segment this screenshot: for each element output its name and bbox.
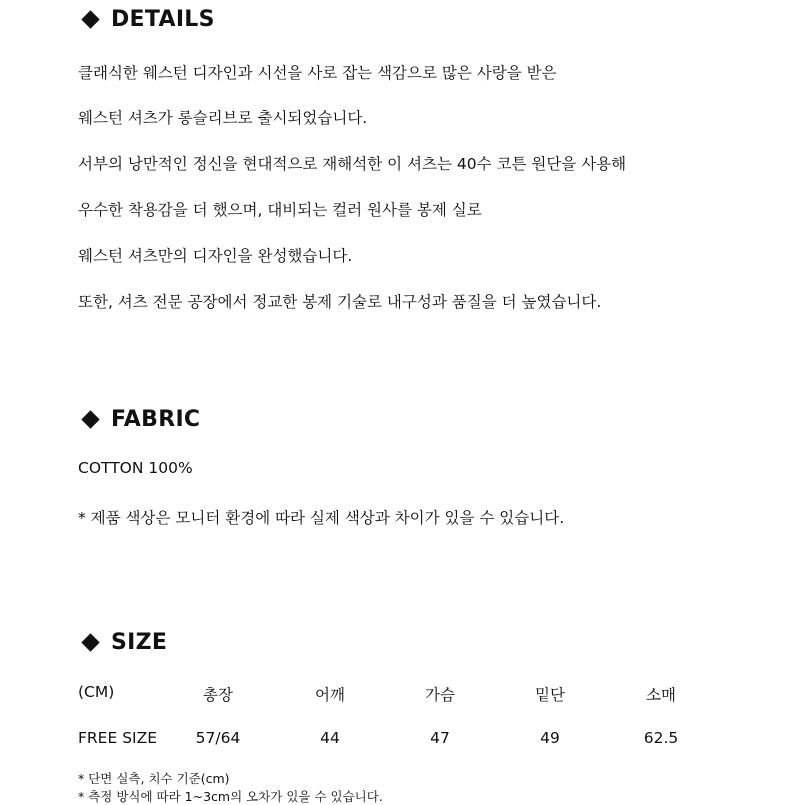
- size-sleeve-value: 62.5: [643, 729, 679, 747]
- size-label: FREE SIZE: [78, 729, 158, 747]
- fabric-color-note: * 제품 색상은 모니터 환경에 따라 실제 색상과 차이가 있을 수 있습니다.: [78, 509, 565, 527]
- details-heading: [82, 7, 215, 32]
- size-table-header: [78, 683, 718, 707]
- details-line: 또한, 셔츠 전문 공장에서 정교한 봉제 기술로 내구성과 품질을 더 높였습니다.: [78, 293, 602, 311]
- size-header-sleeve: 소매: [646, 686, 676, 704]
- size-shoulder-value: 44: [320, 729, 340, 747]
- size-chest-value: 47: [430, 729, 450, 747]
- size-length-value: 57/64: [195, 729, 241, 747]
- diamond-bullet-icon: [81, 10, 99, 28]
- size-header-length: 총장: [203, 686, 233, 704]
- fabric-heading: [82, 407, 200, 432]
- diamond-bullet-icon: [81, 410, 99, 428]
- size-note: * 측정 방식에 따라 1~3cm의 오차가 있을 수 있습니다.: [78, 789, 383, 804]
- size-header-chest: 가슴: [425, 686, 455, 704]
- fabric-composition: COTTON 100%: [78, 459, 193, 477]
- size-header-hem: 밑단: [535, 686, 565, 704]
- fabric-title: FABRIC: [111, 407, 201, 432]
- diamond-bullet-icon: [81, 633, 99, 651]
- details-line: 클래식한 웨스턴 디자인과 시선을 사로 잡는 색감으로 많은 사랑을 받은: [78, 64, 557, 82]
- size-header-shoulder: 어깨: [315, 686, 345, 704]
- details-title: DETAILS: [111, 7, 215, 32]
- details-line: 우수한 착용감을 더 했으며, 대비되는 컬러 원사를 봉제 실로: [78, 201, 482, 219]
- size-title: SIZE: [111, 630, 168, 655]
- details-line: 웨스턴 셔츠가 롱슬리브로 출시되었습니다.: [78, 109, 368, 127]
- size-table-row: [78, 729, 718, 753]
- details-line: 서부의 낭만적인 정신을 현대적으로 재해석한 이 셔츠는 40수 코튼 원단을 사용해: [78, 155, 627, 173]
- size-header-unit: (CM): [78, 683, 115, 701]
- size-heading: [82, 630, 167, 655]
- size-note: * 단면 실측, 치수 기준(cm): [78, 771, 230, 786]
- details-line: 웨스턴 셔츠만의 디자인을 완성했습니다.: [78, 247, 353, 265]
- size-hem-value: 49: [540, 729, 560, 747]
